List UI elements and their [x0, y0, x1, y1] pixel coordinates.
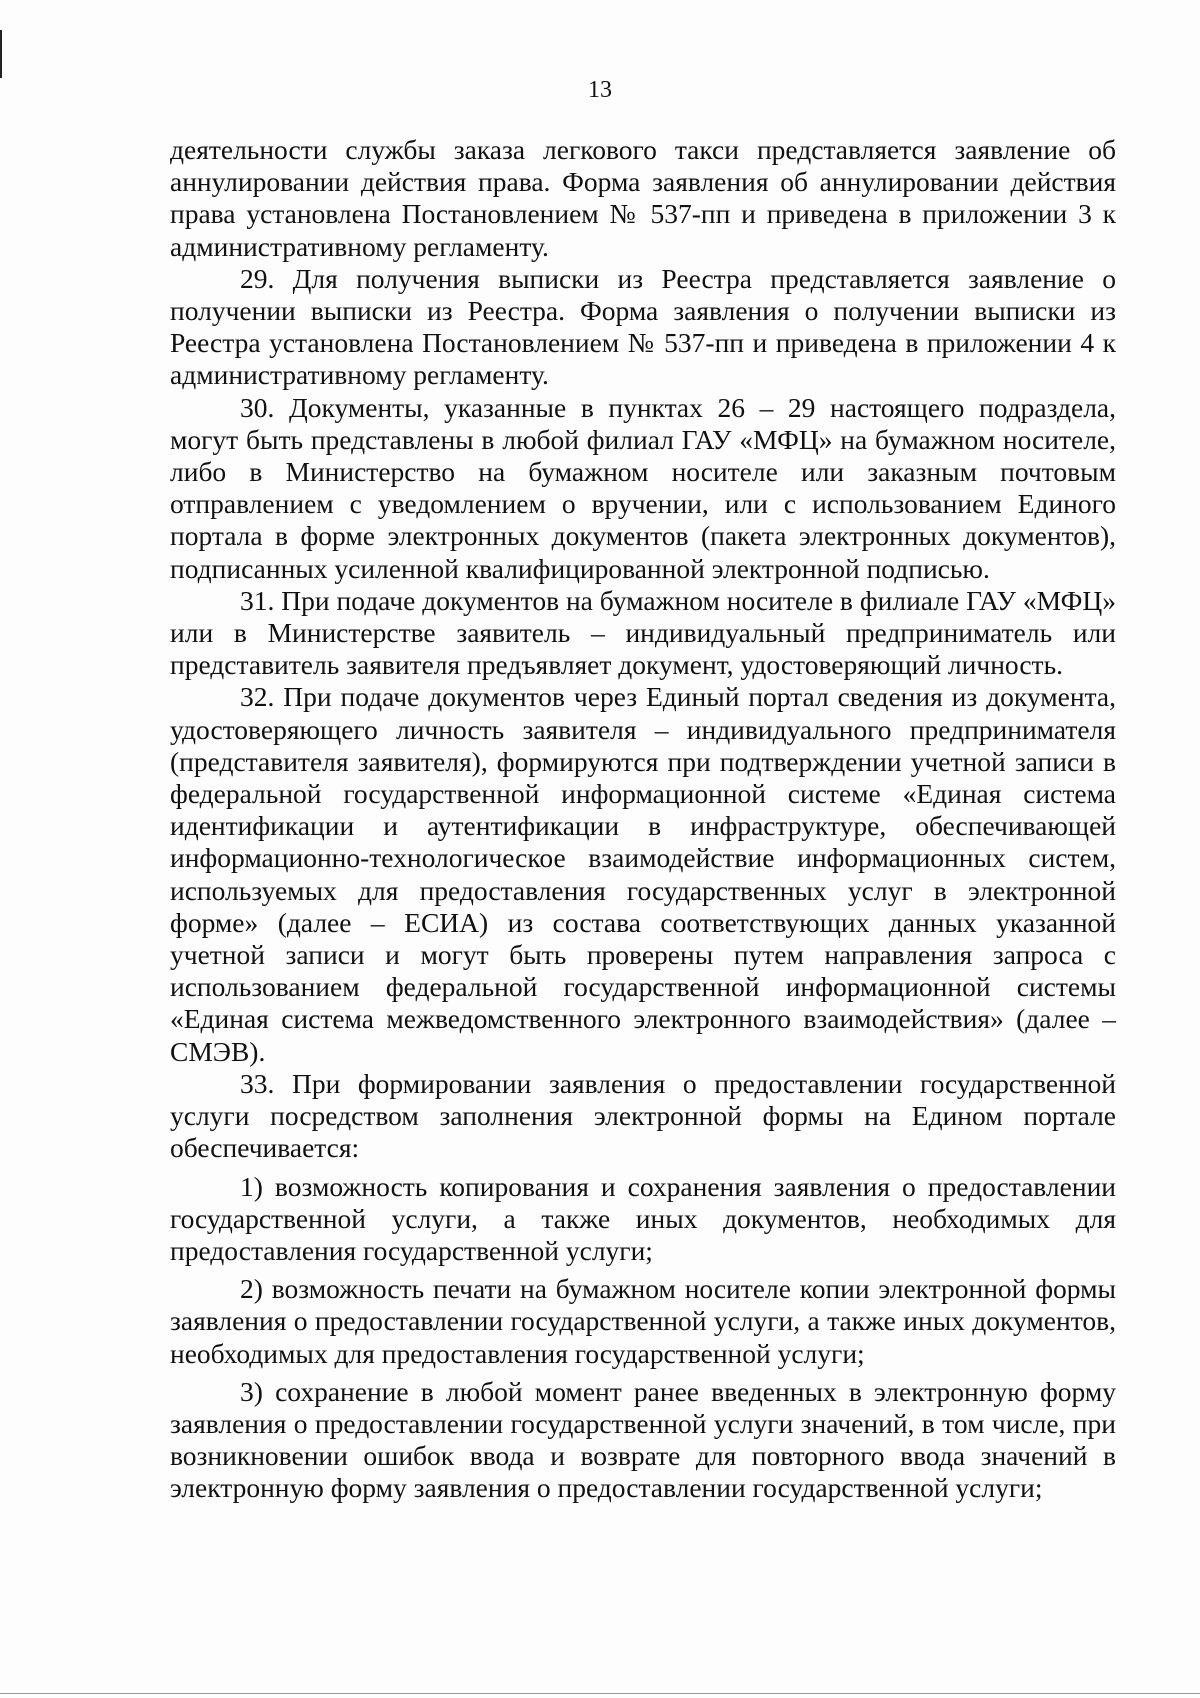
- list-item-3: 3) сохранение в любой момент ранее введенных в электронную форму заявления о предоставлении государственной услуги значений, в том числе, при возникновении ошибок ввода и возврате для повторного ввода значений в электронную форму заявления о предоставлении государственной услуги;: [170, 1375, 1116, 1504]
- paragraph-33: 33. При формировании заявления о предоставлении государственной услуги посредством заполнения электронной формы на Едином портале обеспечивается:: [170, 1067, 1116, 1164]
- paragraph-29: 29. Для получения выписки из Реестра представляется заявление о получении выписки из Реестра. Форма заявления о получении выписки из Реестра установлена Постановлением № 537-пп и приведена в приложении 4 к административному регламенту.: [170, 262, 1116, 391]
- page-number: 13: [588, 77, 612, 103]
- paragraph-32: 32. При подаче документов через Единый портал сведения из документа, удостоверяющего личность заявителя – индивидуального предпринимателя (представителя заявителя), формируются при подтверждении учетной записи в федеральной государственной информационной системе «Единая система идентификации и аутентификации в инфраструктуре, обеспечивающей информационно-технологическое взаимодействие информационных систем, используемых для предоставления государственных услуг в электронной форме» (далее – ЕСИА) из состава соответствующих данных указанной учетной записи и могут быть проверены путем направления запроса с использованием федеральной государственной информационной системы «Единая система межведомственного электронного взаимодействия» (далее – СМЭВ).: [170, 681, 1116, 1067]
- list-item-2: 2) возможность печати на бумажном носителе копии электронной формы заявления о предоставлении государственной услуги, а также иных документов, необходимых для предоставления государственной услуги;: [170, 1273, 1116, 1369]
- scan-bottom-edge: [0, 1693, 1200, 1694]
- list-item-1: 1) возможность копирования и сохранения заявления о предоставлении государственной услуги, а также иных документов, необходимых для предоставления государственной услуги;: [170, 1170, 1116, 1266]
- paragraph-31: 31. При подаче документов на бумажном носителе в филиале ГАУ «МФЦ» или в Министерстве заявитель – индивидуальный предприниматель или представитель заявителя предъявляет документ, удостоверяющий личность.: [170, 584, 1116, 681]
- paragraph-continuation: деятельности службы заказа легкового такси представляется заявление об аннулировании действия права. Форма заявления об аннулировании действия права установлена Постановлением № 537-пп и приведена в приложении 3 к административному регламенту.: [170, 134, 1116, 262]
- document-body: [170, 134, 1116, 1505]
- scan-edge-mark: [0, 30, 2, 78]
- paragraph-30: 30. Документы, указанные в пунктах 26 – 29 настоящего подраздела, могут быть представлены в любой филиал ГАУ «МФЦ» на бумажном носителе, либо в Министерство на бумажном носителе или заказным почтовым отправлением с уведомлением о вручении, или с использованием Единого портала в форме электронных документов (пакета электронных документов), подписанных усиленной квалифицированной электронной подписью.: [170, 391, 1116, 584]
